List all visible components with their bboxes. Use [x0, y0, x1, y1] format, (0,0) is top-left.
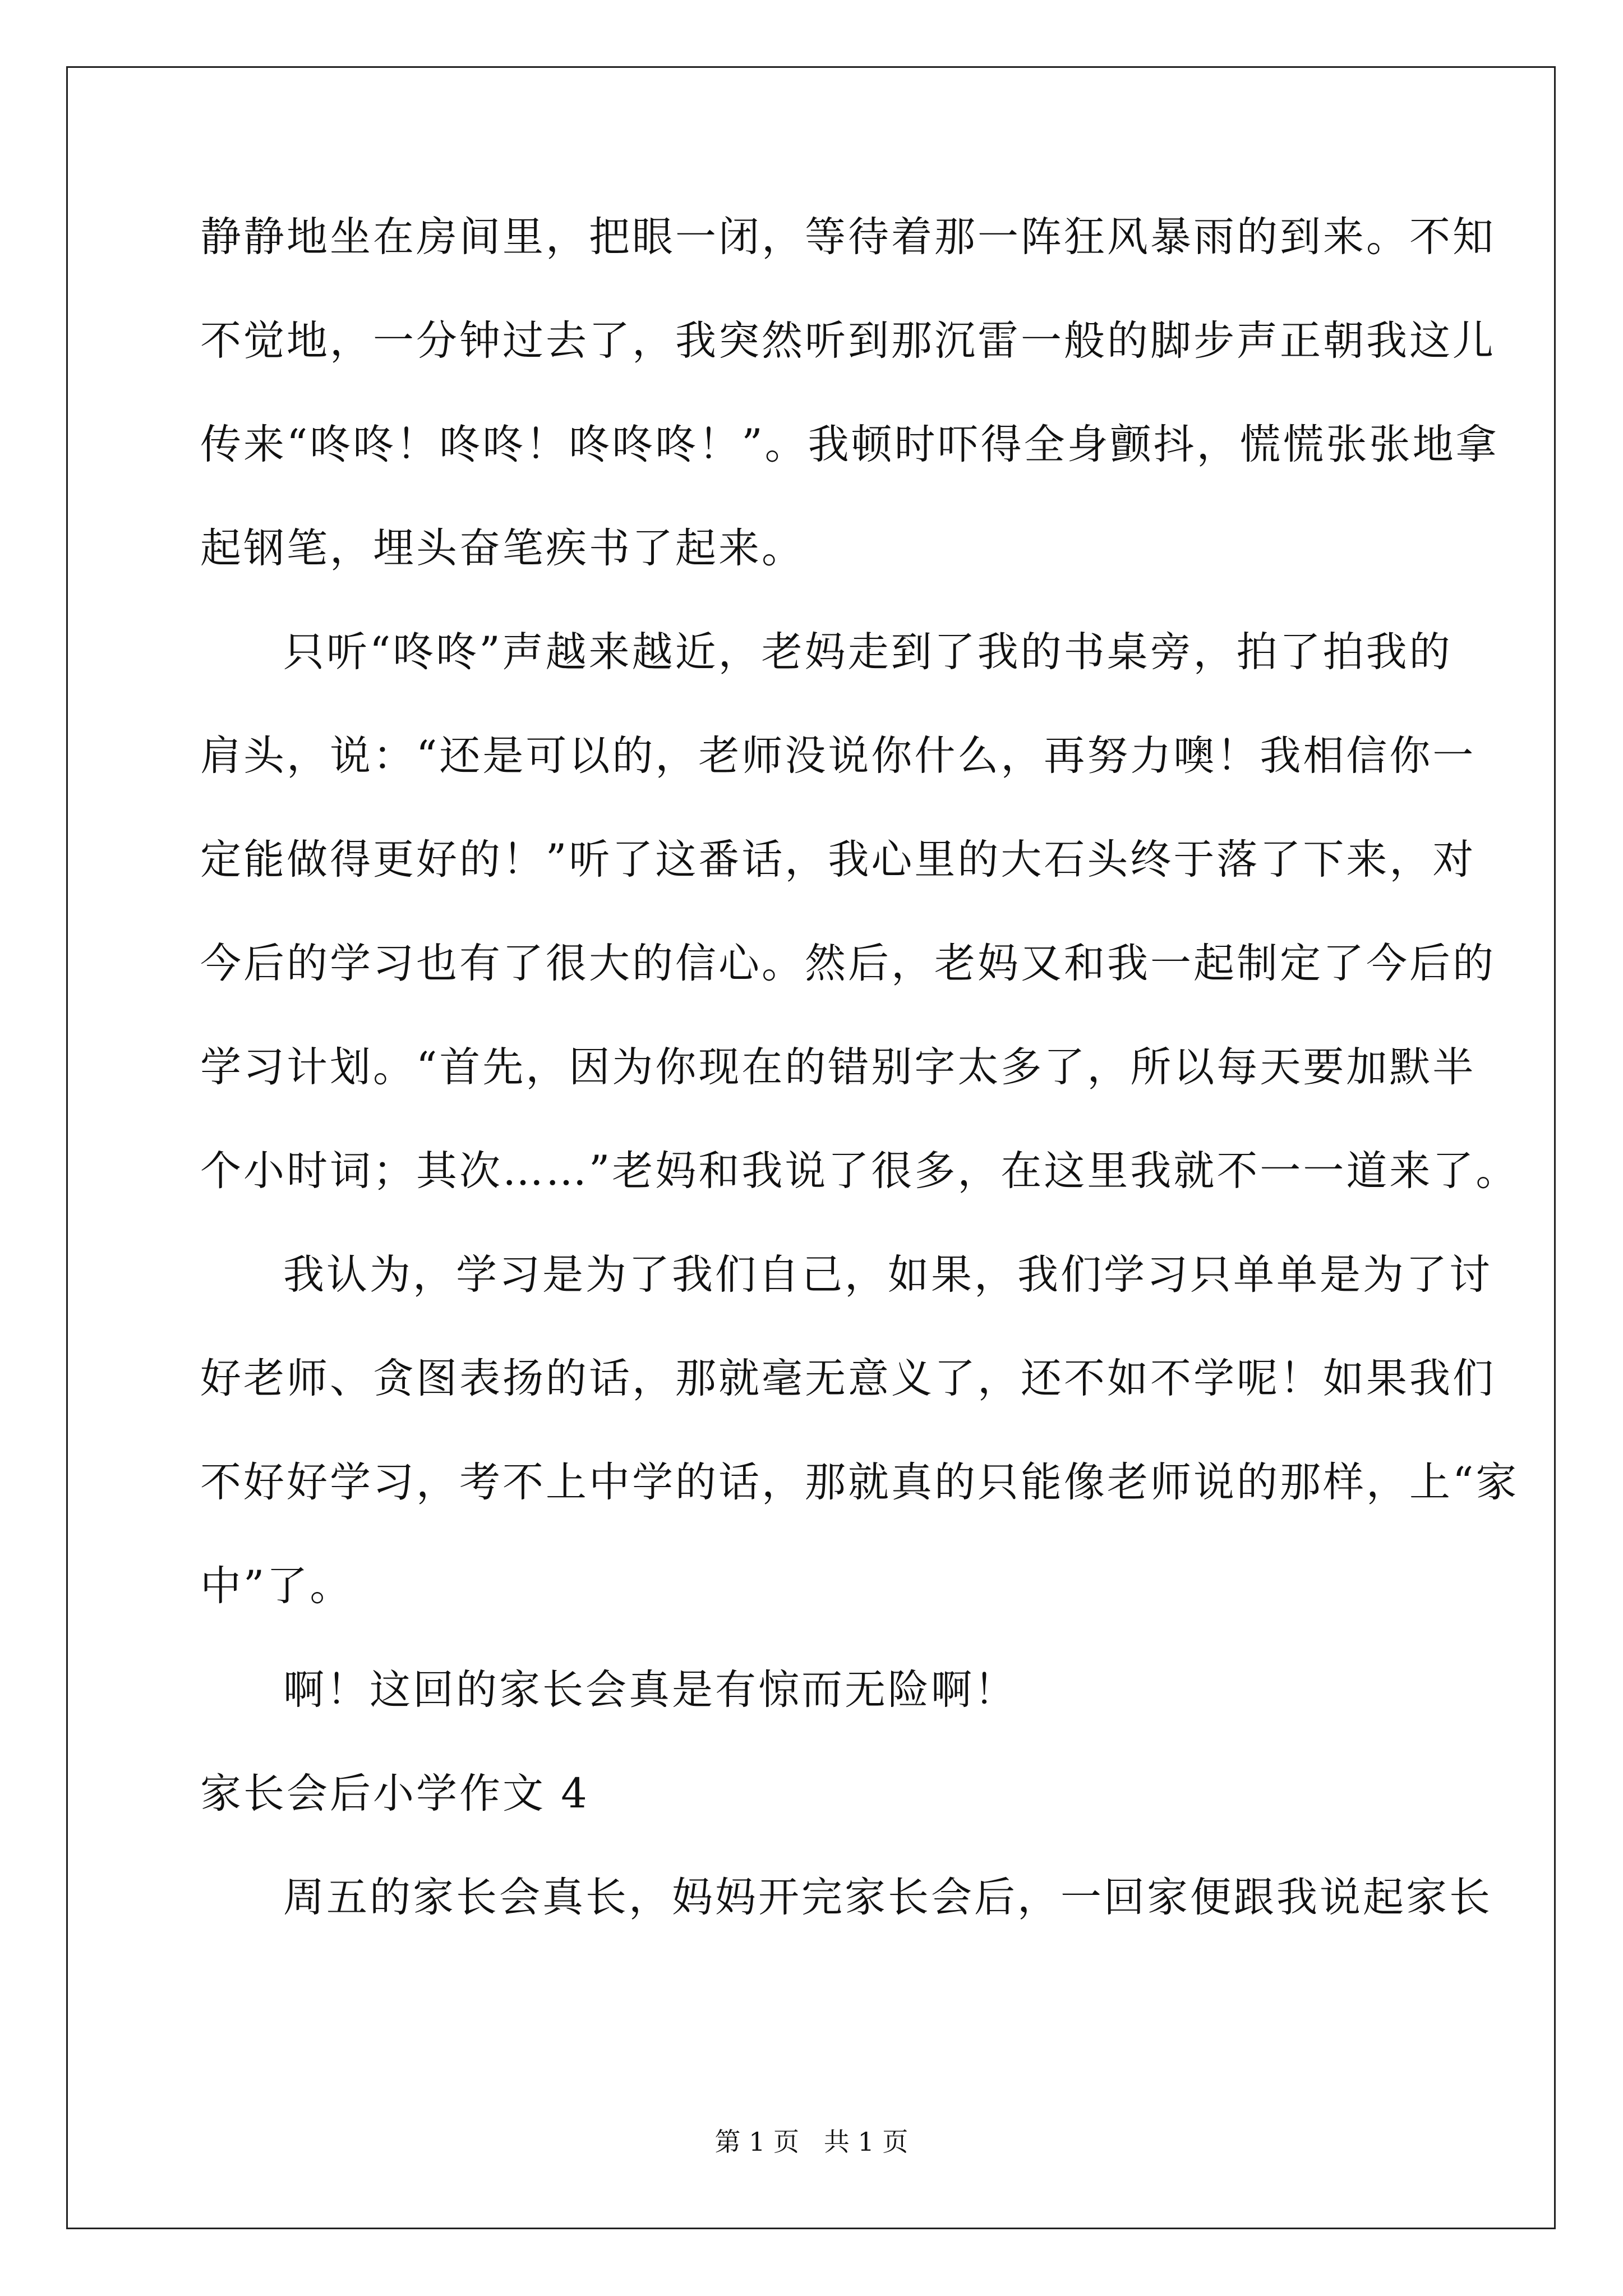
text-line: 不好好学习，考不上中学的话，那就真的只能像老师说的那样，上“家 — [200, 1458, 1519, 1506]
text-line: 肩头，说：“还是可以的，老师没说你什么，再努力噢！我相信你一 — [200, 732, 1476, 780]
text-line: 定能做得更好的！”听了这番话，我心里的大石头终于落了下来，对 — [200, 836, 1476, 884]
paragraph-first-line: 我认为，学习是为了我们自己，如果，我们学习只单单是为了讨 — [283, 1251, 1492, 1299]
text-line: 好老师、贪图表扬的话，那就毫无意义了，还不如不学呢！如果我们 — [200, 1355, 1496, 1402]
text-line: 不觉地，一分钟过去了，我突然听到那沉雷一般的脚步声正朝我这儿 — [200, 317, 1496, 365]
paragraph-first-line: 只听“咚咚”声越来越近，老妈走到了我的书桌旁，拍了拍我的 — [283, 628, 1453, 676]
text-line: 今后的学习也有了很大的信心。然后，老妈又和我一起制定了今后的 — [200, 940, 1496, 987]
text-line: 静静地坐在房间里，把眼一闭，等待着那一阵狂风暴雨的到来。不知 — [200, 213, 1496, 261]
section-heading: 家长会后小学作文 4 — [200, 1770, 589, 1818]
text-line: 传来“咚咚！咚咚！咚咚咚！”。我顿时吓得全身颤抖，慌慌张张地拿 — [200, 421, 1499, 468]
page-number-footer: 第 1 页 共 1 页 — [714, 2127, 909, 2157]
text-line: 个小时词；其次……”老妈和我说了很多，在这里我就不一一道来了。 — [200, 1147, 1519, 1195]
text-line: 中”了。 — [200, 1562, 353, 1610]
text-line: 起钢笔，埋头奋笔疾书了起来。 — [200, 524, 805, 572]
paragraph-first-line: 啊！这回的家长会真是有惊而无险啊！ — [283, 1666, 1017, 1714]
text-line: 学习计划。“首先，因为你现在的错别字太多了，所以每天要加默半 — [200, 1043, 1476, 1091]
paragraph-first-line: 周五的家长会真长，妈妈开完家长会后，一回家便跟我说起家长 — [283, 1874, 1492, 1921]
